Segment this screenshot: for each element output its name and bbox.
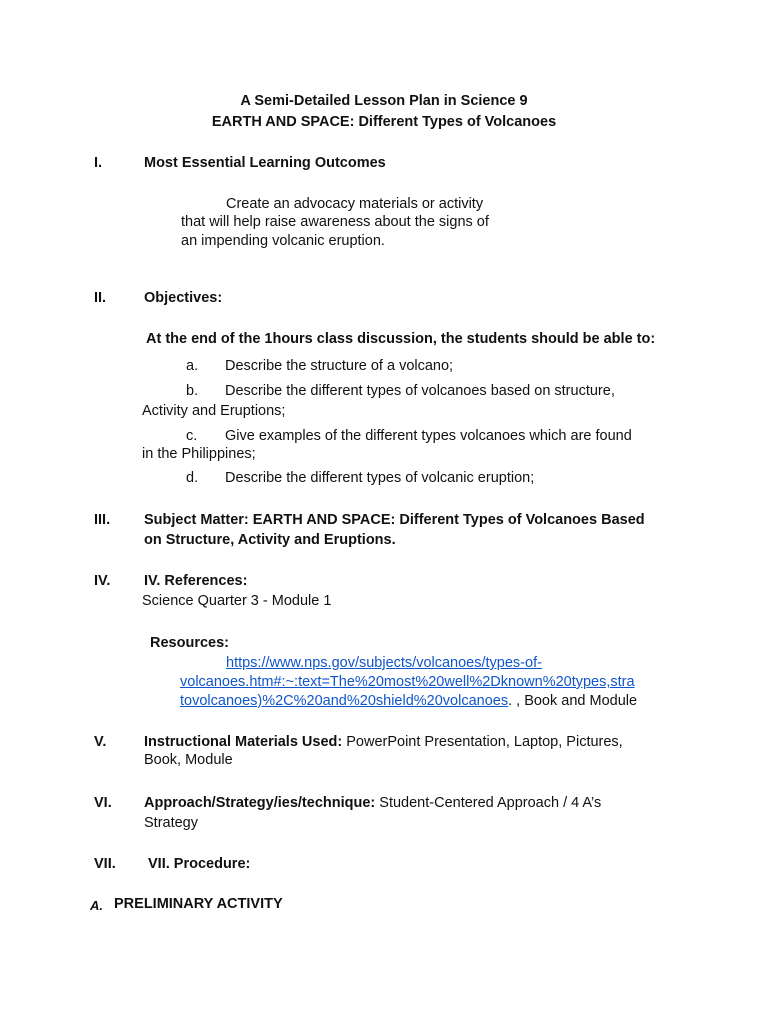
resource-link[interactable]: volcanoes.htm#:~:text=The%20most%20well%2Dknown%20types,stra bbox=[180, 674, 635, 690]
subject-matter-tail: Based bbox=[601, 512, 645, 528]
section-5-numeral: V. bbox=[94, 734, 107, 750]
reference-text: Science Quarter 3 - Module 1 bbox=[142, 593, 332, 609]
approach-text: Student-Centered Approach / 4 A’s bbox=[375, 795, 602, 811]
learning-outcome-line: an impending volcanic eruption. bbox=[181, 233, 385, 249]
objective-text: Describe the different types of volcanoes based on structure, bbox=[225, 383, 615, 399]
resource-link-line bbox=[180, 693, 637, 709]
instructional-materials-line bbox=[144, 734, 623, 750]
section-2-heading: Objectives: bbox=[144, 290, 223, 306]
section-1-numeral: I. bbox=[94, 155, 103, 171]
instructional-materials-label: Instructional Materials Used: bbox=[144, 734, 343, 750]
resource-link[interactable]: https://www.nps.gov/subjects/volcanoes/types-of- bbox=[226, 655, 542, 671]
objective-text-continued: Activity and Eruptions; bbox=[142, 403, 286, 419]
objective-text: Describe the structure of a volcano; bbox=[225, 358, 454, 374]
objective-text: Describe the different types of volcanic eruption; bbox=[225, 470, 535, 486]
section-6-numeral: VI. bbox=[94, 795, 112, 811]
instructional-materials-continued: Book, Module bbox=[144, 752, 233, 768]
section-4-numeral: IV. bbox=[94, 573, 111, 589]
approach-label: Approach/Strategy/ies/technique: bbox=[144, 795, 376, 811]
resource-suffix: . , Book and Module bbox=[508, 693, 638, 709]
learning-outcome-line: Create an advocacy materials or activity bbox=[226, 196, 484, 212]
resource-link[interactable]: tovolcanoes)%2C%20and%20shield%20volcanoes bbox=[180, 693, 509, 709]
section-a-letter: A. bbox=[90, 898, 103, 913]
section-1-heading: Most Essential Learning Outcomes bbox=[144, 155, 386, 171]
section-2-numeral: II. bbox=[94, 290, 107, 306]
document-title: A Semi-Detailed Lesson Plan in Science 9 bbox=[240, 93, 528, 109]
section-a-heading: PRELIMINARY ACTIVITY bbox=[114, 896, 283, 912]
objective-letter: c. bbox=[186, 428, 198, 444]
section-7-numeral: VII. bbox=[94, 856, 116, 872]
subject-matter-text: Subject Matter: EARTH AND SPACE: Different Types of Volcanoes bbox=[144, 512, 598, 528]
objective-letter: a. bbox=[186, 358, 199, 374]
subject-matter-line bbox=[144, 512, 645, 528]
section-7-heading: VII. Procedure: bbox=[148, 856, 251, 872]
objective-letter: b. bbox=[186, 383, 199, 399]
section-4-heading: IV. References: bbox=[144, 573, 248, 589]
objective-letter: d. bbox=[186, 470, 199, 486]
objective-text: Give examples of the different types volcanoes which are found bbox=[225, 428, 632, 444]
subject-matter-continued: on Structure, Activity and Eruptions. bbox=[144, 532, 396, 548]
objective-text-continued: in the Philippines; bbox=[142, 446, 256, 462]
objectives-intro: At the end of the 1hours class discussion, the students should be able to: bbox=[146, 331, 656, 347]
section-3-numeral: III. bbox=[94, 512, 111, 528]
approach-line bbox=[144, 795, 601, 811]
approach-continued: Strategy bbox=[144, 815, 198, 831]
instructional-materials-text: PowerPoint Presentation, Laptop, Pictures, bbox=[342, 734, 623, 750]
resources-label: Resources: bbox=[150, 635, 229, 651]
learning-outcome-line: that will help raise awareness about the signs of bbox=[181, 214, 489, 230]
document-subtitle: EARTH AND SPACE: Different Types of Volcanoes bbox=[211, 114, 557, 130]
